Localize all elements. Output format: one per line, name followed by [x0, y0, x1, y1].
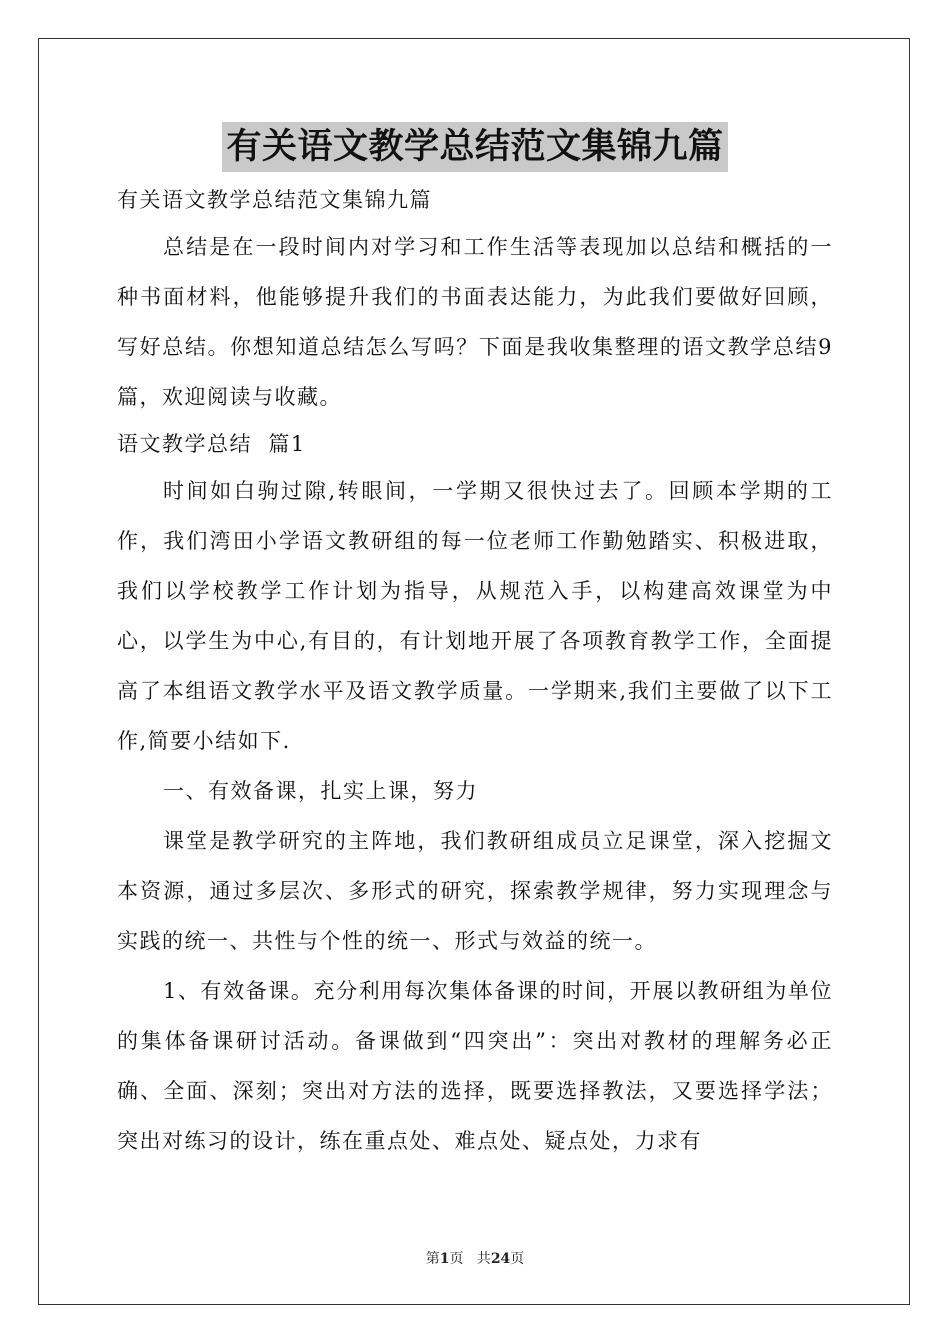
footer-prefix: 第 — [425, 1251, 440, 1267]
paragraph-1: 时间如白驹过隙,转眼间，一学期又很快过去了。回顾本学期的工作，我们湾田小学语文教研组的每一位老师工作勤勉踏实、积极进取，我们以学校教学工作计划为指导，从规范入手，以构建高效课堂为中心，以学生为中心,有目的，有计划地开展了各项教育教学工作，全面提高了本组语文教学水平及语文教学质量。一学期来,我们主要做了以下工作,简要小结如下. — [117, 479, 833, 753]
paragraph-3: 1、有效备课。充分利用每次集体备课的时间，开展以教研组为单位的集体备课研讨活动。备课做到“四突出”：突出对教材的理解务必正确、全面、深刻；突出对方法的选择，既要选择教法，又要选择学法；突出对练习的设计，练在重点处、难点处、疑点处，力求有 — [117, 979, 833, 1153]
footer-suffix: 页 — [510, 1251, 525, 1267]
page-footer — [0, 1248, 950, 1268]
document-subtitle: 有关语文教学总结范文集锦九篇 — [117, 188, 432, 212]
intro-paragraph: 总结是在一段时间内对学习和工作生活等表现加以总结和概括的一种书面材料，他能够提升我们的书面表达能力，为此我们要做好回顾，写好总结。你想知道总结怎么写吗？下面是我收集整理的语文教学总结9篇，欢迎阅读与收藏。 — [117, 235, 833, 409]
subheading: 一、有效备课，扎实上课，努力 — [163, 779, 478, 803]
paragraph-2: 课堂是教学研究的主阵地，我们教研组成员立足课堂，深入挖掘文本资源，通过多层次、多形式的研究，探索教学规律，努力实现理念与实践的统一、共性与个性的统一、形式与效益的统一。 — [117, 829, 833, 953]
section-heading: 语文教学总结 篇1 — [117, 432, 306, 456]
footer-mid: 页 共 — [449, 1251, 491, 1267]
footer-total-pages: 24 — [490, 1251, 511, 1267]
document-body — [117, 178, 833, 1166]
title-container — [0, 122, 950, 172]
document-title: 有关语文教学总结范文集锦九篇 — [222, 122, 727, 172]
footer-page-number: 1 — [439, 1251, 450, 1267]
